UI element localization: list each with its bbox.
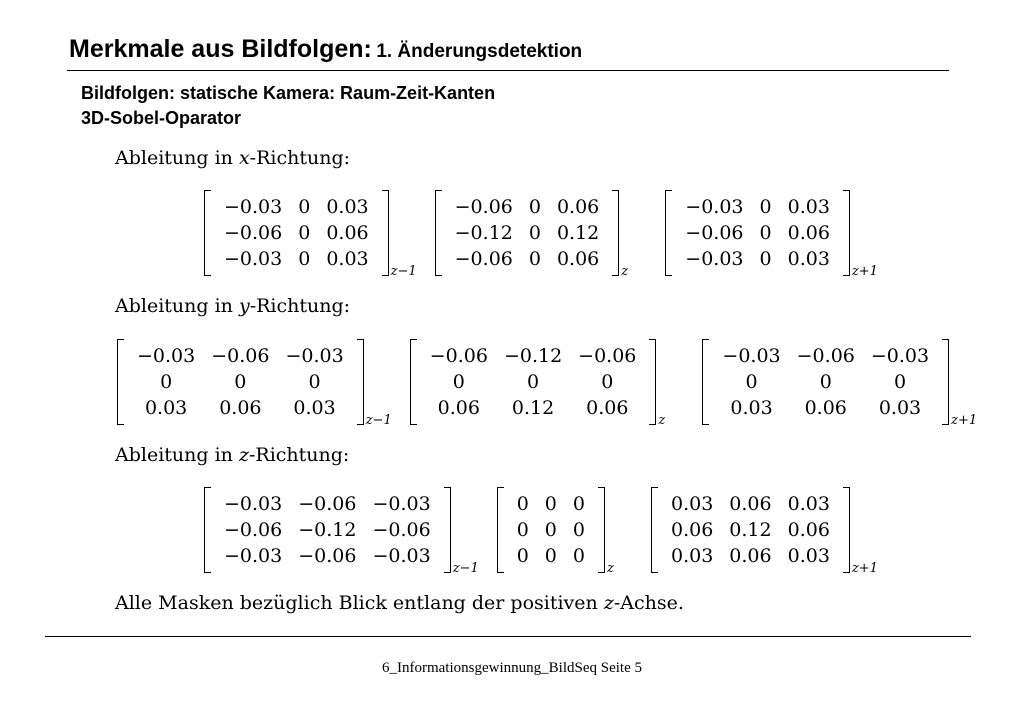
- note-var: z: [603, 592, 614, 614]
- matrix-cell: 0: [528, 222, 541, 244]
- note-pre: Alle Masken bezüglich Blick entlang der positiven: [115, 592, 604, 614]
- matrix-cell: −0.03: [372, 545, 431, 567]
- matrix-cell: 0: [572, 545, 585, 567]
- matrix-cell: −0.03: [224, 196, 283, 218]
- matrix-cell: 0.06: [787, 519, 830, 541]
- matrix-cell: 0: [516, 493, 529, 515]
- matrix-cell: 0.03: [326, 196, 369, 218]
- matrix-subscript: z: [658, 413, 666, 428]
- matrix-cell: −0.12: [298, 519, 357, 541]
- footer-divider: [45, 636, 971, 637]
- matrix-cell: 0.12: [556, 222, 600, 244]
- matrix-row-y: [117, 339, 995, 428]
- matrix-cell: 0: [759, 196, 772, 218]
- caption-y: [115, 295, 350, 317]
- matrix-cell: 0: [298, 248, 311, 270]
- matrix-subscript: z+1: [851, 264, 878, 279]
- matrix-cell: 0.06: [326, 222, 369, 244]
- matrix-cell: −0.03: [685, 248, 744, 270]
- subheading-2: 3D-Sobel-Oparator: [81, 108, 242, 128]
- matrix-subscript: z: [621, 264, 629, 279]
- matrix-cell: 0.12: [511, 397, 555, 419]
- matrix-cell: 0: [572, 519, 585, 541]
- matrix: [204, 190, 389, 276]
- matrix-cell: −0.06: [224, 519, 283, 541]
- matrix-cell: −0.03: [685, 196, 744, 218]
- matrix-subscript: z+1: [951, 413, 978, 428]
- matrix-cell: 0.06: [729, 545, 772, 567]
- matrix: [702, 339, 949, 425]
- matrix-cell: 0.03: [670, 545, 714, 567]
- page-title-main: Merkmale aus Bildfolgen:: [69, 35, 372, 63]
- matrix: [651, 487, 850, 573]
- matrix-cell: 0: [528, 248, 541, 270]
- matrix-cell: 0: [160, 371, 173, 393]
- caption-z-pre: Ableitung in: [115, 444, 239, 466]
- matrix-cell: 0: [234, 371, 247, 393]
- caption-z-var: z: [238, 444, 249, 466]
- matrix-cell: 0.03: [326, 248, 369, 270]
- matrix-cell: −0.06: [211, 345, 270, 367]
- matrix-cell: 0: [298, 222, 311, 244]
- matrix-cell: 0: [759, 248, 772, 270]
- matrix-subscript: z−1: [365, 413, 392, 428]
- matrix-cell: 0: [516, 519, 529, 541]
- matrix-subscript: z−1: [452, 561, 479, 576]
- caption-x: [115, 147, 350, 169]
- matrix-cell: −0.06: [429, 345, 488, 367]
- matrix: [497, 487, 605, 573]
- matrix-cell: −0.03: [285, 345, 344, 367]
- matrix-cell: −0.03: [224, 545, 283, 567]
- matrix-cell: 0.06: [556, 196, 600, 218]
- matrix-row-z: [204, 487, 896, 576]
- subheading-1: Bildfolgen: statische Kamera: Raum-Zeit-Kanten: [81, 83, 496, 103]
- matrix-cell: 0.06: [586, 397, 629, 419]
- note: [115, 592, 684, 614]
- matrix-cell: 0.03: [787, 248, 830, 270]
- matrix-cell: 0.03: [670, 493, 714, 515]
- matrix-cell: 0: [452, 371, 465, 393]
- matrix-cell: −0.06: [372, 519, 431, 541]
- matrix-cell: 0.06: [729, 493, 772, 515]
- matrix-cell: −0.06: [454, 196, 513, 218]
- matrix-cell: −0.06: [578, 345, 637, 367]
- matrix-cell: 0.12: [729, 519, 772, 541]
- matrix-cell: 0.03: [293, 397, 336, 419]
- matrix-cell: 0.06: [787, 222, 830, 244]
- caption-y-var: y: [238, 295, 250, 317]
- matrix: [117, 339, 364, 425]
- caption-z-post: -Richtung:: [248, 444, 350, 466]
- caption-x-post: -Richtung:: [249, 147, 351, 169]
- matrix-cell: −0.06: [298, 493, 357, 515]
- matrix-cell: 0: [601, 371, 614, 393]
- matrix-cell: 0: [527, 371, 540, 393]
- title-divider: [67, 70, 949, 71]
- matrix-cell: 0: [516, 545, 529, 567]
- caption-x-pre: Ableitung in: [115, 147, 239, 169]
- matrix-cell: −0.03: [224, 493, 283, 515]
- matrix-cell: −0.03: [372, 493, 431, 515]
- footer: 6_Informationsgewinnung_BildSeq Seite 5: [382, 660, 642, 676]
- matrix-cell: 0: [572, 493, 585, 515]
- matrix-subscript: z−1: [390, 264, 417, 279]
- matrix-cell: 0: [759, 222, 772, 244]
- matrix-cell: −0.03: [870, 345, 930, 367]
- matrix-cell: 0.06: [556, 248, 600, 270]
- matrix-cell: −0.03: [722, 345, 781, 367]
- matrix-cell: −0.06: [685, 222, 744, 244]
- caption-y-post: -Richtung:: [249, 295, 351, 317]
- matrix-cell: 0.03: [730, 397, 773, 419]
- matrix-cell: 0: [544, 545, 557, 567]
- matrix: [410, 339, 657, 425]
- matrix-cell: 0.03: [787, 545, 830, 567]
- matrix-cell: 0: [745, 371, 758, 393]
- matrix-cell: 0.06: [219, 397, 262, 419]
- page-title-sub: 1. Änderungsdetektion: [376, 41, 583, 62]
- caption-y-pre: Ableitung in: [115, 295, 239, 317]
- matrix-cell: −0.12: [454, 222, 513, 244]
- matrix-cell: −0.06: [454, 248, 513, 270]
- matrix-cell: −0.06: [796, 345, 855, 367]
- matrix-cell: 0.03: [787, 196, 830, 218]
- matrix-cell: 0: [819, 371, 832, 393]
- matrix-subscript: z+1: [851, 561, 878, 576]
- matrix-cell: 0: [308, 371, 321, 393]
- matrix-subscript: z: [606, 561, 614, 576]
- matrix: [435, 190, 620, 276]
- page-title: [69, 35, 582, 64]
- matrix-cell: −0.03: [137, 345, 196, 367]
- caption-x-var: x: [238, 147, 250, 169]
- matrix-cell: 0: [544, 519, 557, 541]
- note-post: -Achse.: [613, 592, 684, 614]
- matrix-cell: −0.12: [503, 345, 563, 367]
- matrix-cell: 0: [298, 196, 311, 218]
- caption-z: [115, 444, 349, 466]
- matrix-cell: 0.06: [670, 519, 714, 541]
- matrix-cell: −0.06: [224, 222, 283, 244]
- matrix-row-x: [204, 190, 896, 279]
- matrix-cell: 0: [893, 371, 907, 393]
- matrix-cell: 0.03: [144, 397, 188, 419]
- matrix-cell: 0.06: [804, 397, 847, 419]
- matrix-cell: −0.03: [224, 248, 283, 270]
- matrix-cell: −0.06: [298, 545, 357, 567]
- matrix: [204, 487, 451, 573]
- matrix-cell: 0.03: [787, 493, 830, 515]
- matrix-cell: 0.03: [878, 397, 922, 419]
- matrix-cell: 0.06: [437, 397, 480, 419]
- matrix: [665, 190, 850, 276]
- matrix-cell: 0: [528, 196, 541, 218]
- matrix-cell: 0: [544, 493, 557, 515]
